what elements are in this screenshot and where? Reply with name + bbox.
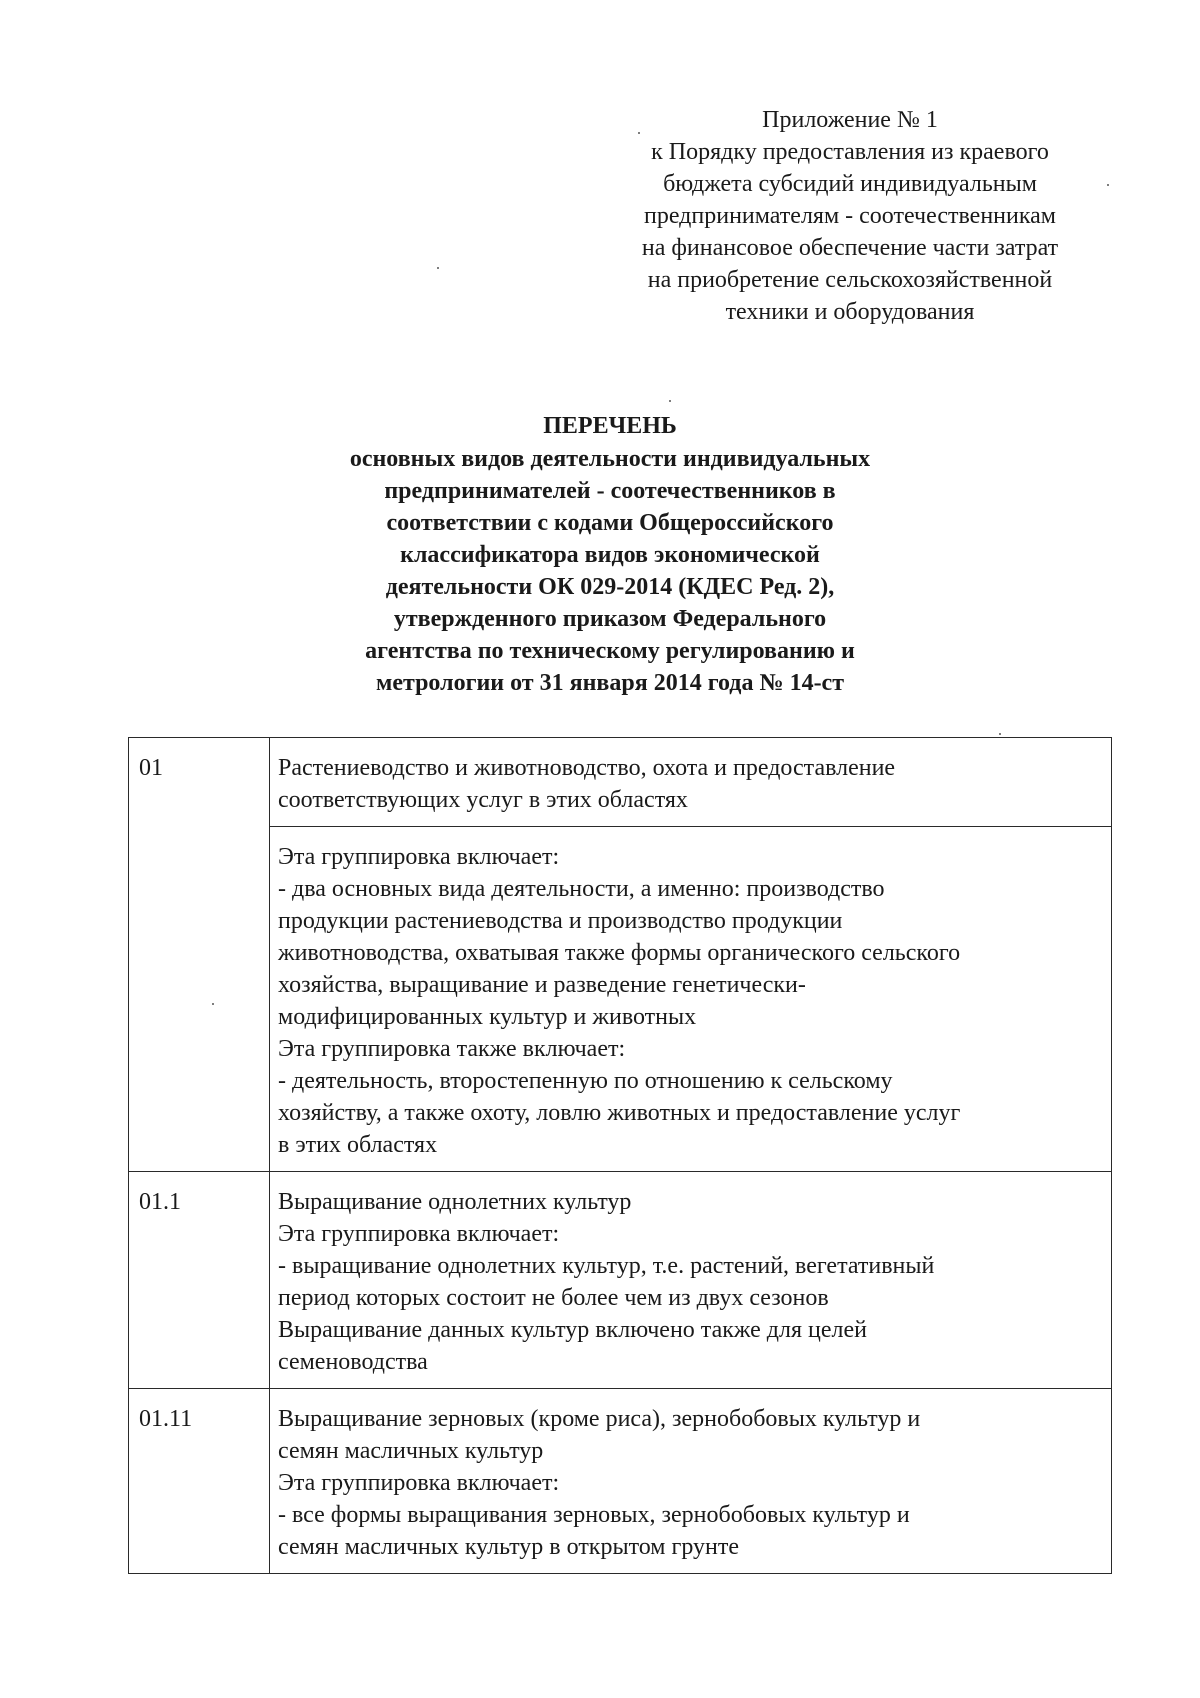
heading-line: агентства по техническому регулированию и xyxy=(365,638,855,664)
description-line: хозяйству, а также охоту, ловлю животных и предоставление услуг xyxy=(278,1100,961,1126)
description-line: - деятельность, второстепенную по отношению к сельскому xyxy=(278,1068,893,1094)
description-line: Растениеводство и животноводство, охота и предоставление xyxy=(278,755,896,781)
scan-speck xyxy=(212,1003,214,1005)
heading-line: основных видов деятельности индивидуальных xyxy=(349,446,871,472)
description-line: - все формы выращивания зерновых, зернобобовых культур и xyxy=(278,1502,910,1528)
description-line: животноводства, охватывая также формы органического сельского xyxy=(278,940,961,966)
heading-line: метрологии от 31 января 2014 года № 14-ст xyxy=(375,670,844,696)
description-line: продукции растениеводства и производство продукции xyxy=(278,908,843,934)
description-line: Эта группировка включает: xyxy=(278,1221,560,1247)
heading-line: классификатора видов экономической xyxy=(400,542,820,568)
appendix-header xyxy=(600,104,1100,328)
table-row xyxy=(129,738,1112,827)
code-cell xyxy=(129,1172,270,1389)
description-line: Эта группировка включает: xyxy=(278,844,560,870)
heading-line: деятельности ОК 029-2014 (КДЕС Ред. 2), xyxy=(385,574,835,600)
description-cell xyxy=(270,827,1112,1172)
description-line: - два основных вида деятельности, а именно: производство xyxy=(278,876,885,902)
description-line: семеноводства xyxy=(278,1349,428,1375)
description-line: хозяйства, выращивание и разведение генетически- xyxy=(278,972,806,998)
activity-codes-table xyxy=(128,737,1112,1574)
description-cell xyxy=(270,1172,1112,1389)
heading-line: утвержденного приказом Федерального xyxy=(393,606,827,632)
appendix-line: на приобретение сельскохозяйственной xyxy=(647,267,1053,293)
description-line: Эта группировка включает: xyxy=(278,1470,560,1496)
description-line: модифицированных культур и животных xyxy=(278,1004,697,1030)
description-line: семян масличных культур в открытом грунте xyxy=(278,1534,740,1560)
activity-code: 01.11 xyxy=(139,1406,193,1432)
description-line: соответствующих услуг в этих областях xyxy=(278,787,688,813)
appendix-line: на финансовое обеспечение части затрат xyxy=(641,235,1059,261)
description-cell xyxy=(270,1389,1112,1574)
scan-speck xyxy=(638,132,640,134)
appendix-line: техники и оборудования xyxy=(725,299,975,325)
table-row xyxy=(129,1389,1112,1574)
appendix-line: предпринимателям - соотечественникам xyxy=(643,203,1056,229)
scan-speck xyxy=(1107,184,1109,186)
description-line: Выращивание данных культур включено также для целей xyxy=(278,1317,867,1343)
table-row xyxy=(129,1172,1112,1389)
page-title: ПЕРЕЧЕНЬ xyxy=(543,413,677,439)
code-cell xyxy=(129,738,270,1172)
appendix-line: к Порядку предоставления из краевого xyxy=(651,139,1049,165)
scan-speck xyxy=(669,400,671,402)
description-line: семян масличных культур xyxy=(278,1438,544,1464)
document-heading xyxy=(240,410,980,699)
activity-code: 01 xyxy=(139,755,163,781)
scan-speck xyxy=(999,733,1001,735)
code-cell xyxy=(129,1389,270,1574)
description-line: период которых состоит не более чем из двух сезонов xyxy=(278,1285,829,1311)
description-line: Выращивание однолетних культур xyxy=(278,1189,632,1215)
description-line: Эта группировка также включает: xyxy=(278,1036,626,1062)
scan-speck xyxy=(437,267,439,269)
description-line: в этих областях xyxy=(278,1132,438,1158)
appendix-line: бюджета субсидий индивидуальным xyxy=(663,171,1037,197)
activity-code: 01.1 xyxy=(139,1189,181,1215)
table-row xyxy=(129,827,1112,1172)
appendix-line: Приложение № 1 xyxy=(762,107,938,133)
description-line: - выращивание однолетних культур, т.е. растений, вегетативный xyxy=(278,1253,935,1279)
heading-line: соответствии с кодами Общероссийского xyxy=(386,510,834,536)
description-line: Выращивание зерновых (кроме риса), зернобобовых культур и xyxy=(278,1406,921,1432)
heading-line: предпринимателей - соотечественников в xyxy=(384,478,836,504)
description-cell xyxy=(270,738,1112,827)
